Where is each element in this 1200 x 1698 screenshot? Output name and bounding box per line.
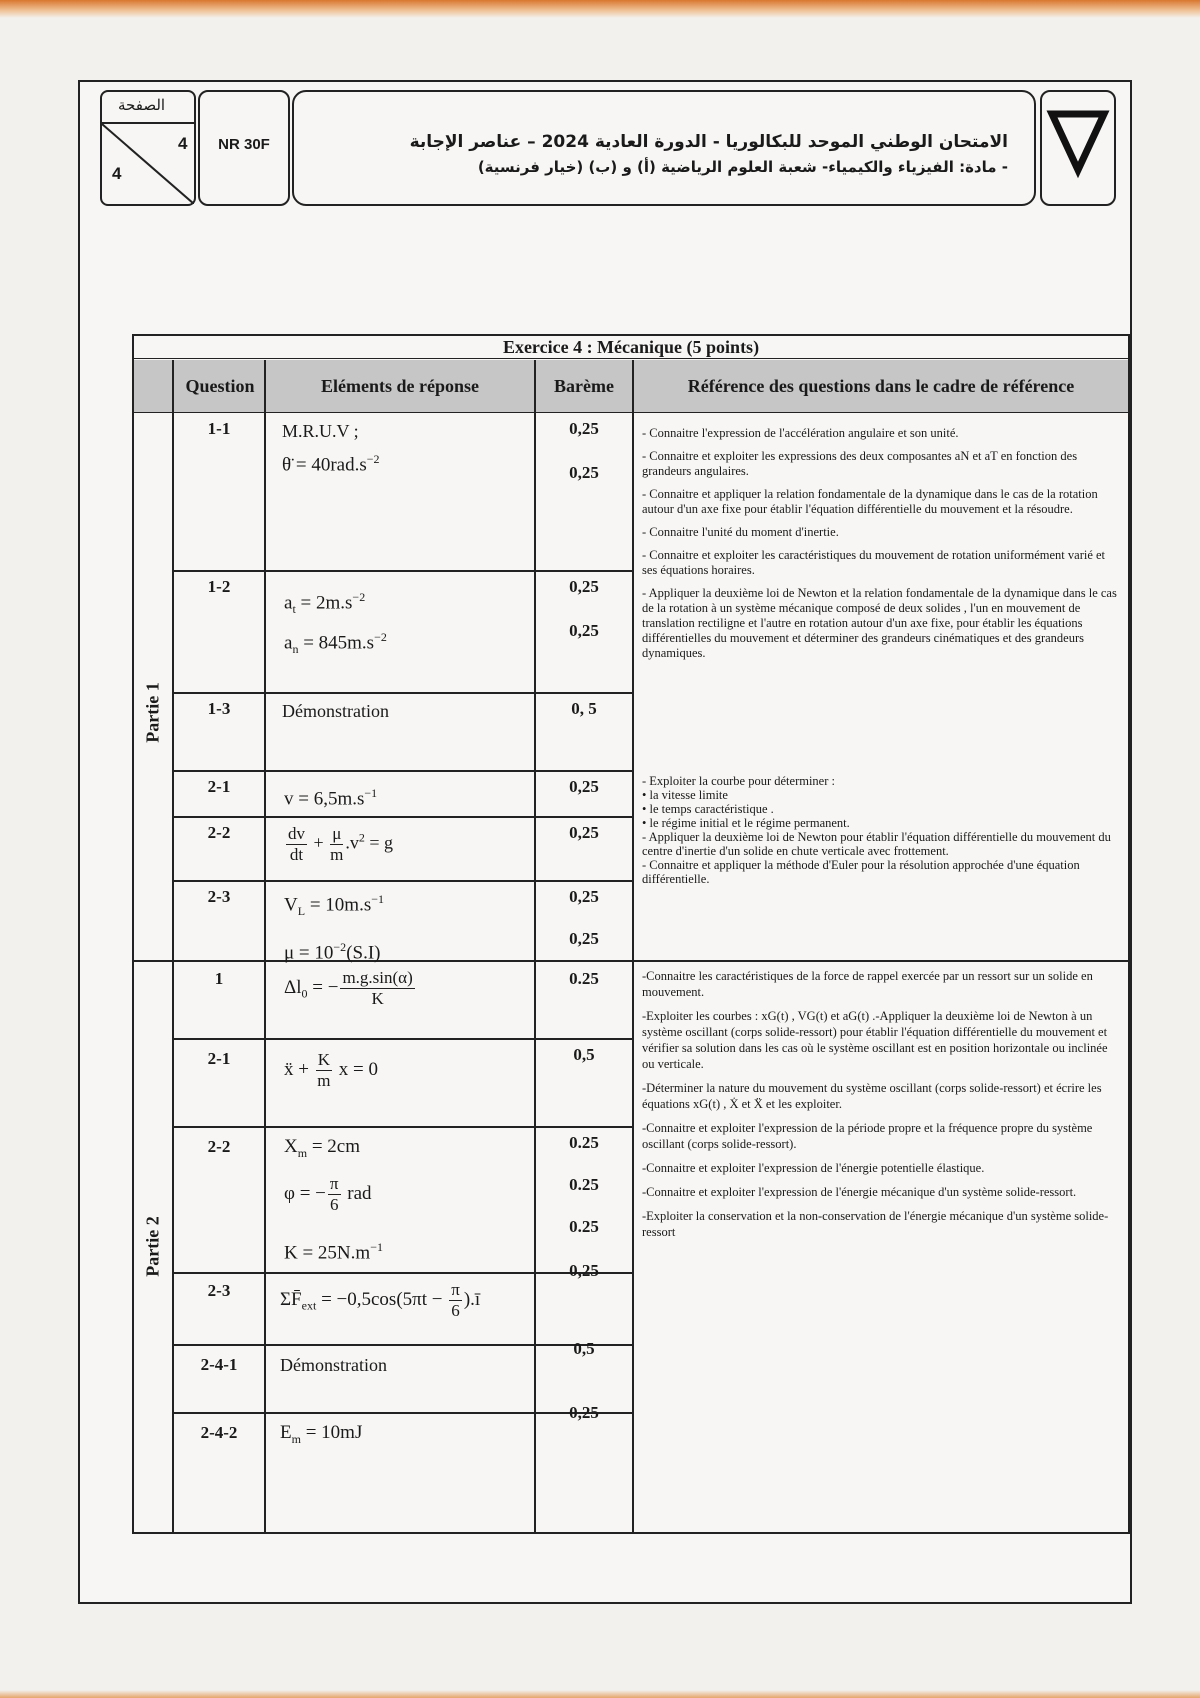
reference-item: -Connaitre et exploiter l'expression de l'énergie mécanique d'un système solide-ressort.	[642, 1185, 1077, 1199]
page-total: 4	[112, 164, 122, 183]
row-divider	[172, 880, 632, 882]
answer-formula-text: v = 6,5m.s	[284, 788, 365, 810]
question-number: 2-2	[207, 1137, 231, 1156]
bareme-value: 0,25	[569, 1261, 599, 1280]
reference-item: - Connaitre l'unité du moment d'inertie.	[642, 525, 839, 539]
page-label: الصفحة	[118, 98, 166, 114]
exam-code-box	[198, 90, 290, 206]
reference-item: • la vitesse limite	[642, 788, 728, 802]
exercise-title: Exercice 4 : Mécanique (5 points)	[134, 336, 1128, 359]
answer-formula: $V_L = 10m.s^{-1}$	[284, 892, 384, 919]
part2-label: Partie 2	[142, 1216, 163, 1277]
bareme-value: 0,25	[569, 777, 599, 796]
question-number: 2-3	[207, 887, 231, 906]
answer-formula-text: V	[284, 894, 298, 916]
answer-formula-text: X	[284, 1136, 298, 1157]
bareme-value: 0, 5	[571, 699, 597, 718]
question-number: 2-2	[207, 823, 231, 842]
bareme-value: 0,25	[569, 463, 599, 482]
table-header-row	[134, 360, 1128, 413]
page-number: 4	[178, 134, 188, 153]
scan-edge-bottom	[0, 1690, 1200, 1698]
question-number: 2-4-1	[200, 1355, 238, 1374]
answer-formula: φ = − $\frac{\pi}{6}$ rad	[284, 1174, 372, 1214]
reference-item: - Connaitre l'expression de l'accélération angulaire et son unité.	[642, 426, 959, 440]
page-number-box	[100, 90, 196, 206]
reference-item: - Connaitre et exploiter les expressions des deux composantes aN et aT en fonction des grandeurs angulaires.	[642, 449, 1078, 478]
answer-table	[132, 334, 1130, 1534]
bareme-value: 0,25	[569, 929, 599, 948]
reference-list-part1	[642, 426, 1120, 669]
bareme-value: 0,25	[569, 577, 599, 596]
bareme-value: 0.25	[569, 1133, 599, 1152]
reference-item: • le temps caractéristique .	[642, 802, 774, 816]
question-number: 2-1	[207, 777, 231, 796]
bareme-value: 0.25	[569, 1217, 599, 1236]
answer-formula: $\frac{dv}{dt}$ + $\frac{\mu}{m}$ $.v^2 = g$	[288, 824, 394, 864]
reference-item: -Déterminer la nature du mouvement du système oscillant (corps solide-ressort) et écrire les équations xG(t) , Ẋ et Ẍ et les exploiter.	[642, 1081, 1102, 1111]
answer-formula-text: K = 25N.m	[284, 1242, 371, 1264]
bareme-value: 0,25	[569, 887, 599, 906]
reference-item: -Exploiter la conservation et la non-conservation de l'énergie mécanique d'un système solide-ressort	[642, 1209, 1109, 1239]
answer-formula-text: θ̈ = 40rad.s	[282, 454, 367, 476]
row-divider	[172, 1126, 632, 1128]
answer-text: M.R.U.V ;	[282, 421, 359, 441]
scan-edge-top	[0, 0, 1200, 18]
reference-item: - Connaitre et exploiter les caractéristiques du mouvement de rotation uniformément varié et ses équations horaires.	[642, 548, 1106, 577]
exam-title: الامتحان الوطني الموحد للبكالوريا - الدورة العادية 2024 – عناصر الإجابة	[409, 132, 1008, 152]
question-number: 1-3	[207, 699, 231, 718]
header-reference: Référence des questions dans le cadre de référence	[687, 376, 1075, 396]
answer-formula-text: μ = 10	[284, 942, 334, 964]
question-number: 2-4-2	[200, 1423, 238, 1442]
header-elements: Eléments de réponse	[321, 376, 479, 396]
reference-item: - Exploiter la courbe pour déterminer :	[642, 774, 835, 788]
reference-item: -Connaitre et exploiter l'expression de l'énergie potentielle élastique.	[642, 1161, 985, 1175]
reference-item: - Appliquer la deuxième loi de Newton et la relation fondamentale de la dynamique dans le cas de la rotation à un système mécanique composé de deux solides , l'un en mouvement de translation rectiligne et l'autre en rotation autour d'un axe fixe, pour établir les équations différentielles du mouvement et déterminer des grandeurs cinématiques et des grandeurs dynamiques.	[642, 586, 1117, 660]
row-divider	[172, 570, 632, 572]
bareme-value: 0,5	[573, 1045, 595, 1064]
exam-title-box	[292, 90, 1036, 206]
row-divider	[172, 770, 632, 772]
logo-box	[1040, 90, 1116, 206]
row-divider	[172, 1038, 632, 1040]
question-number: 2-1	[207, 1049, 231, 1068]
answer-formula: $\Delta l_0$ = − $\frac{m.g.\sin(\alpha)}{K}$	[284, 968, 413, 1008]
part1-label: Partie 1	[142, 682, 163, 743]
answer-formula: $\Sigma F̄_{ext} = -0,5\cos(5\pi t$ − $\frac{\pi}{6}$ ).ī	[280, 1280, 481, 1320]
answer-formula: $a_n = 845m.s^{-2}$	[284, 630, 387, 657]
exam-header	[100, 90, 1110, 208]
reference-item: -Exploiter les courbes : xG(t) , VG(t) et aG(t) .-Appliquer la deuxième loi de Newton à un système oscillant (corps solide-ressort) pour établir l'équation différentielle du mouvement et vérifier sa solution dans les cas où le système oscillant est en position horizontale ou inclinée ou verticale.	[642, 1009, 1108, 1071]
exam-code: NR 30F	[218, 136, 270, 153]
reference-item: - Connaitre et appliquer la méthode d'Euler pour la résolution approchée d'une équation différentielle.	[642, 858, 1080, 886]
answer-formula: $\mu = 10^{-2}(S.I)$	[284, 940, 381, 964]
bareme-value: 0.25	[569, 969, 599, 988]
reference-item: - Connaitre et appliquer la relation fondamentale de la dynamique dans le cas de la rotation autour d'un axe fixe pour établir l'équation différentielle du mouvement et la résoudre.	[642, 487, 1098, 516]
answer-formula: $X_m = 2cm$	[284, 1136, 361, 1160]
exam-subject: - مادة: الفيزياء والكيمياء- شعبة العلوم الرياضية (أ) و (ب) (خيار فرنسية)	[477, 158, 1008, 176]
triangle-logo-icon	[1042, 92, 1114, 204]
reference-item: -Connaitre les caractéristiques de la force de rappel exercée par un ressort sur un solide en mouvement.	[642, 969, 1093, 999]
answer-formula: $K = 25N.m^{-1}$	[284, 1240, 383, 1264]
answer-formula-text: E	[280, 1422, 292, 1443]
bareme-value: 0,25	[569, 621, 599, 640]
bareme-value: 0,25	[569, 1403, 599, 1422]
page-frame	[78, 80, 1132, 1604]
answer-formula: $E_m = 10mJ$	[280, 1422, 363, 1446]
reference-item: • le régime initial et le régime permanent.	[642, 816, 850, 830]
header-question: Question	[185, 376, 255, 396]
row-divider	[172, 816, 632, 818]
question-number: 1-1	[207, 419, 231, 438]
reference-list-part1b	[642, 774, 1120, 886]
answer-formula: ẍ + $\frac{K}{m}$ x = 0	[284, 1050, 378, 1090]
bareme-value: 0,5	[573, 1339, 595, 1358]
col-divider	[264, 360, 266, 1532]
answer-text: Démonstration	[282, 701, 389, 721]
bareme-value: 0.25	[569, 1175, 599, 1194]
bareme-value: 0,25	[569, 823, 599, 842]
row-divider	[172, 692, 632, 694]
answer-formula: $a_t = 2m.s^{-2}$	[284, 590, 366, 617]
bareme-value: 0,25	[569, 419, 599, 438]
header-bareme: Barème	[554, 376, 614, 396]
answer-formula: θ̈ = $40rad.s^{-2}$	[282, 452, 380, 476]
question-number: 1	[214, 969, 224, 988]
reference-list-part2	[642, 968, 1120, 1248]
question-number: 2-3	[207, 1281, 231, 1300]
question-number: 1-2	[207, 577, 231, 596]
reference-item: - Appliquer la deuxième loi de Newton pour établir l'équation différentielle du mouvement du centre d'inertie d'un solide en chute verticale avec frottement.	[642, 830, 1111, 858]
answer-formula: $v = 6,5m.s^{-1}$	[284, 786, 378, 810]
reference-item: -Connaitre et exploiter l'expression de la période propre et la fréquence propre du système oscillant (corps solide-ressort).	[642, 1121, 1093, 1151]
answer-text: Démonstration	[280, 1355, 387, 1375]
answer-formula-text: a	[284, 592, 293, 614]
answer-formula-text: a	[284, 632, 293, 654]
